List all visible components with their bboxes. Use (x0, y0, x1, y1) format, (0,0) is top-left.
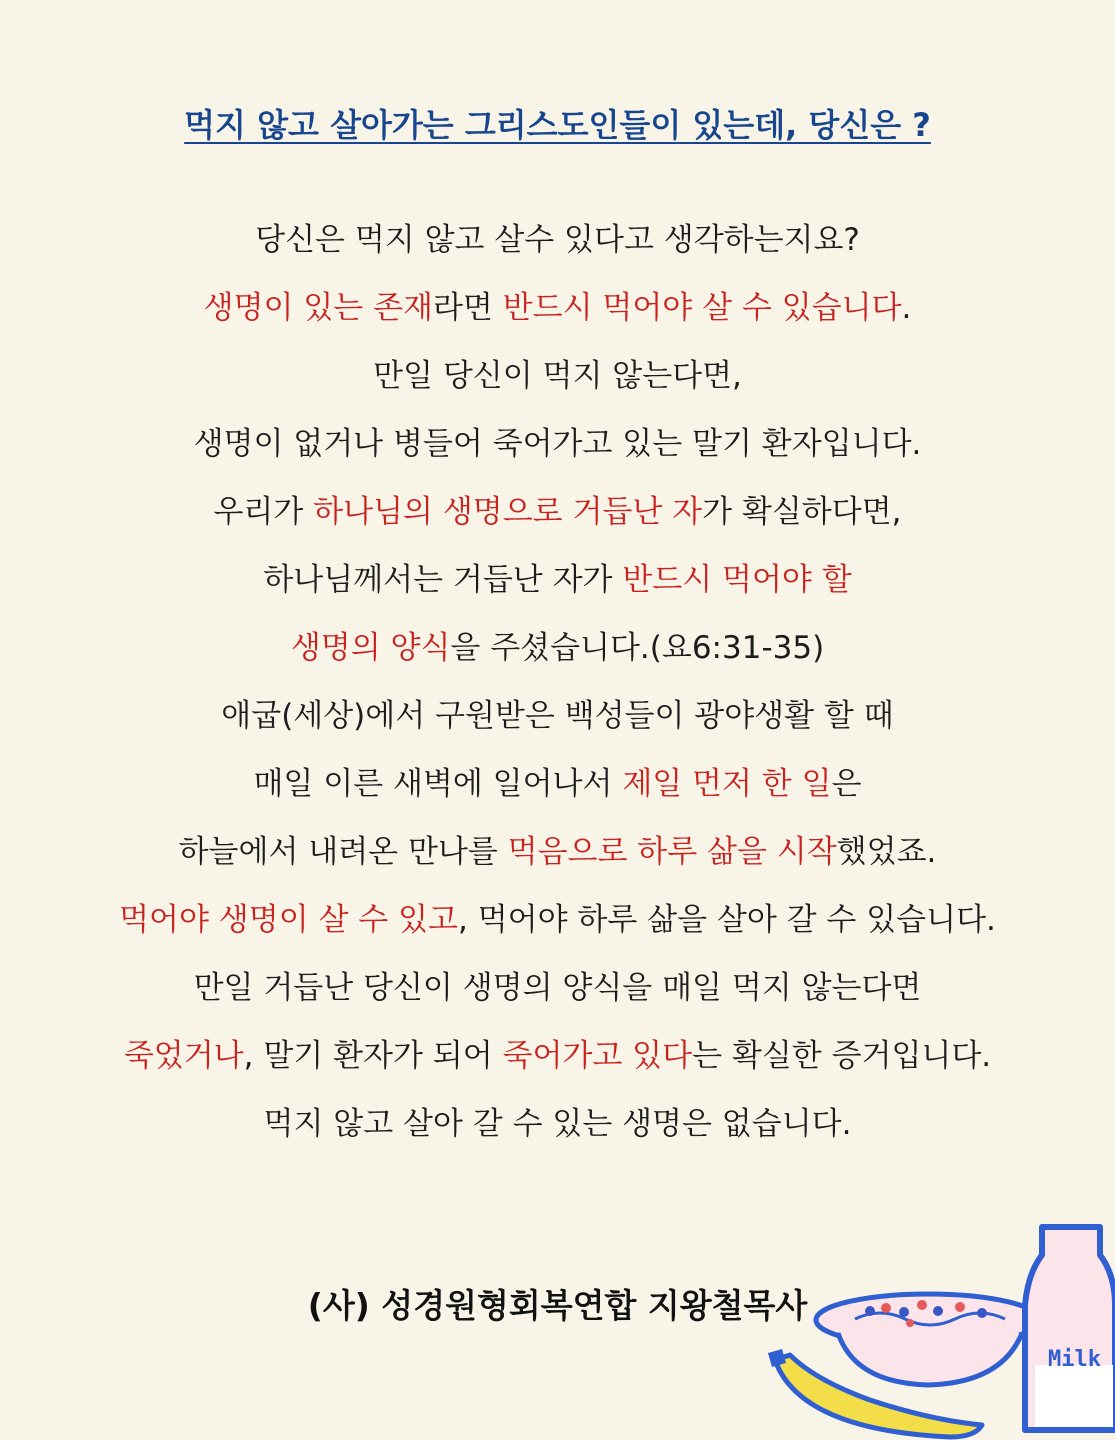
text-segment: 먹지 않고 살아 갈 수 있는 생명은 없습니다. (263, 1106, 852, 1142)
text-line (0, 346, 1115, 414)
text-line (0, 1094, 1115, 1162)
text-segment: 하나님께서는 거듭난 자가 (263, 562, 623, 598)
text-line (0, 822, 1115, 890)
breakfast-illustration (760, 1215, 1115, 1440)
text-segment: 생명이 없거나 병들어 죽어가고 있는 말기 환자입니다. (193, 426, 922, 462)
text-segment: 하늘에서 내려온 만나를 (178, 834, 508, 870)
text-segment: 애굽(세상)에서 구원받은 백성들이 광야생활 할 때 (221, 698, 894, 734)
milk-label: Milk (1048, 1347, 1101, 1372)
highlighted-text: 죽었거나 (123, 1038, 244, 1074)
page-title: 먹지 않고 살아가는 그리스도인들이 있는데, 당신은 ? (184, 106, 931, 144)
highlighted-text: 하나님의 생명으로 거듭난 자 (313, 494, 703, 530)
text-segment: 을 주셨습니다.(요6:31-35) (450, 630, 825, 666)
text-segment: 했었죠. (836, 834, 937, 870)
signature: (사) 성경원형회복연합 지왕철목사 (307, 1286, 808, 1325)
highlighted-text: 생명의 양식 (290, 630, 451, 666)
highlighted-text: 반드시 먹어야 할 (622, 562, 852, 598)
highlighted-text: 생명이 있는 존재 (203, 290, 433, 326)
text-segment: 만일 거듭난 당신이 생명의 양식을 매일 먹지 않는다면 (193, 970, 922, 1006)
body-text (0, 210, 1115, 1162)
text-segment: . (901, 290, 912, 326)
text-line (0, 618, 1115, 686)
text-line (0, 210, 1115, 278)
text-segment: 만일 당신이 먹지 않는다면, (373, 358, 742, 394)
highlighted-text: 제일 먼저 한 일 (622, 766, 832, 802)
text-line (0, 958, 1115, 1026)
cereal-bowl-icon (816, 1294, 1040, 1385)
text-segment: 가 확실하다면, (702, 494, 902, 530)
highlighted-text: 죽어가고 있다 (502, 1038, 693, 1074)
highlighted-text: 반드시 먹어야 살 수 있습니다 (502, 290, 902, 326)
highlighted-text: 먹음으로 하루 삶을 시작 (507, 834, 837, 870)
text-line (0, 482, 1115, 550)
text-line (0, 1026, 1115, 1094)
text-segment: , 먹어야 하루 삶을 살아 갈 수 있습니다. (458, 902, 996, 938)
text-line (0, 550, 1115, 618)
highlighted-text: 먹어야 생명이 살 수 있고 (119, 902, 458, 938)
text-segment: 는 확실한 증거입니다. (692, 1038, 992, 1074)
text-segment: 라면 (432, 290, 503, 326)
text-segment: 우리가 (213, 494, 314, 530)
milk-bottle-icon (1025, 1227, 1115, 1430)
text-line (0, 414, 1115, 482)
text-line (0, 278, 1115, 346)
text-segment: 매일 이른 새벽에 일어나서 (253, 766, 623, 802)
text-segment: 은 (831, 766, 862, 802)
text-segment: , 말기 환자가 되어 (243, 1038, 503, 1074)
text-line (0, 686, 1115, 754)
text-line (0, 890, 1115, 958)
text-segment: 당신은 먹지 않고 살수 있다고 생각하는지요? (255, 222, 860, 258)
text-line (0, 754, 1115, 822)
